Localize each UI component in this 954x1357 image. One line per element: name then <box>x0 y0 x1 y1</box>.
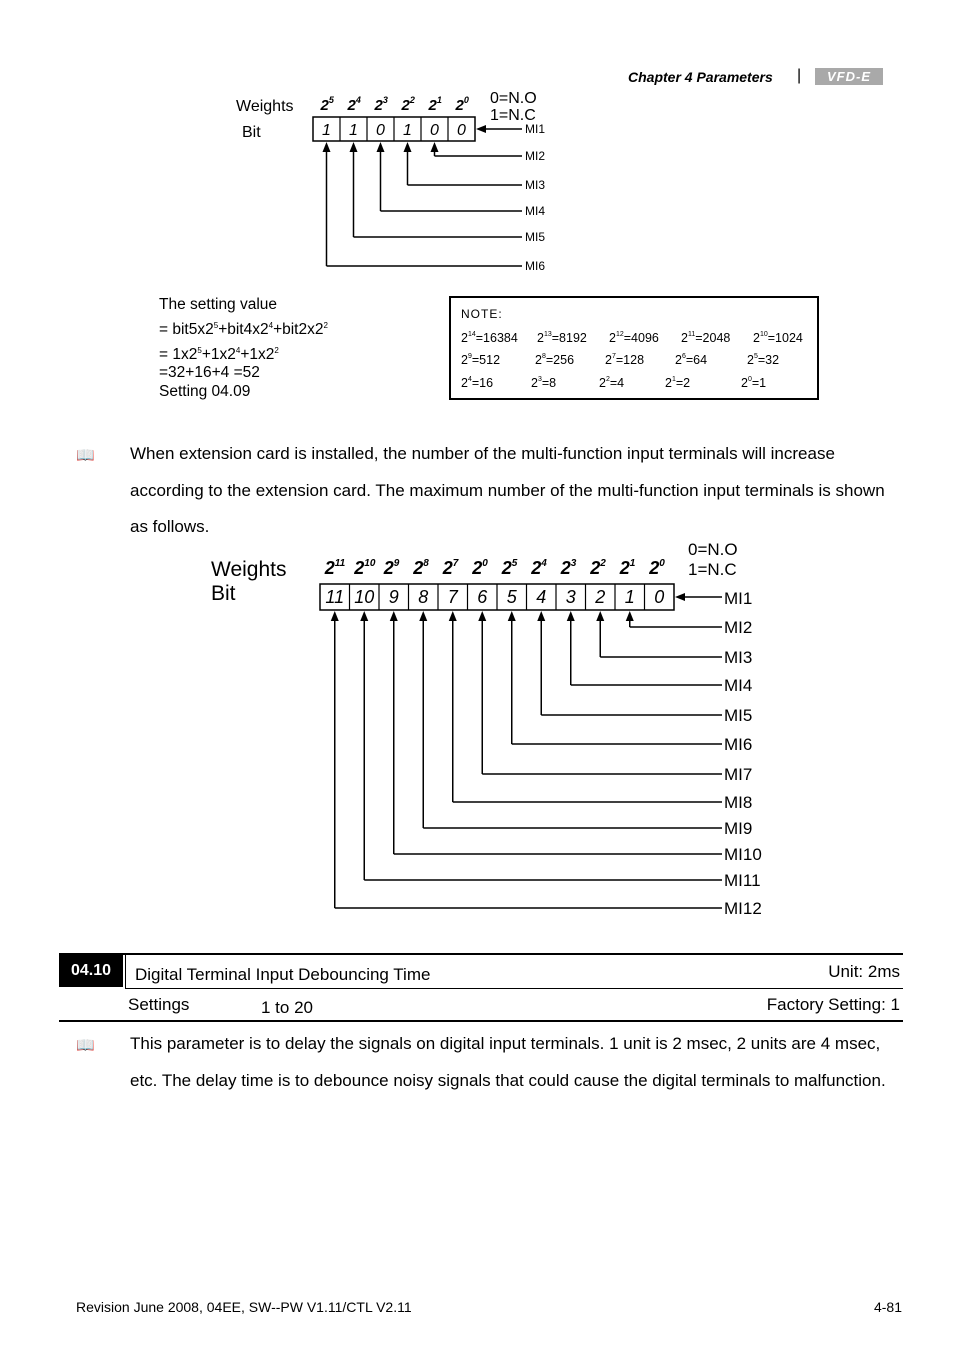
bit-value: 7 <box>447 587 458 607</box>
bit-value: 0 <box>457 122 466 139</box>
bit-value: 1 <box>322 122 331 139</box>
bit-value: 3 <box>565 587 576 607</box>
bit-value: 0 <box>430 122 439 139</box>
weight-label: $2^1$ <box>619 558 636 578</box>
note-power-entry: $2^8=256$ <box>535 353 575 367</box>
mi1-arrow <box>675 593 685 601</box>
note-power-entry: $2^3=8$ <box>531 376 557 390</box>
bit-value: 1 <box>624 587 635 607</box>
factory-setting: Factory Setting: 1 <box>766 995 900 1014</box>
extension-card-paragraph: When extension card is installed, the number of the multi-function input terminals will increase according to the extension card. The maximum number of the multi-function input terminals is shown as follows. <box>130 444 885 536</box>
bit-value: 1 <box>349 122 358 139</box>
input-arrow <box>350 142 358 152</box>
note-power-entry: $2^{14}=16384$ <box>461 331 518 345</box>
weight-label: $2^0$ <box>455 95 469 114</box>
weight-label: $2^1$ <box>428 95 442 114</box>
bit-value: 5 <box>506 587 517 607</box>
note-power-entry: $2^9=512$ <box>461 353 501 367</box>
input-label: MI7 <box>724 765 753 784</box>
legend-nc: 1=N.C <box>490 107 536 124</box>
legend-no: 0=N.O <box>688 540 738 559</box>
book-icon: 📖 <box>76 447 95 464</box>
note-power-entry: $2^1=2$ <box>665 376 691 390</box>
bit-value: 11 <box>325 587 345 607</box>
weight-label: $2^0$ <box>649 558 665 578</box>
page-number: 4-81 <box>873 1299 902 1315</box>
weight-label: $2^5$ <box>501 558 518 578</box>
note-power-entry: $2^4=16$ <box>461 376 494 390</box>
weight-label: $2^5$ <box>320 95 334 114</box>
input-label: MI4 <box>525 204 546 218</box>
input-label: MI11 <box>724 871 761 890</box>
input-arrow <box>390 611 398 621</box>
note-power-entry: $2^5=32$ <box>747 353 780 367</box>
note-power-entry: $2^7=128$ <box>605 353 645 367</box>
note-power-entry: $2^2=4$ <box>599 376 625 390</box>
input-label: MI6 <box>724 735 753 754</box>
input-arrow <box>431 142 439 152</box>
weight-label: $2^0$ <box>472 558 488 578</box>
note-power-entry: $2^{10}=1024$ <box>753 331 803 345</box>
setting-calculation <box>159 294 328 402</box>
bit-label: Bit <box>211 582 236 605</box>
note-title: NOTE: <box>461 307 503 321</box>
input-arrow <box>449 611 457 621</box>
weight-label: $2^{10}$ <box>354 558 376 578</box>
input-arrow <box>323 142 331 152</box>
input-arrow <box>331 611 339 621</box>
input-arrow <box>567 611 575 621</box>
calc-line-3: = $1x2^5+1x2^4+1x2^2$ <box>159 346 279 364</box>
bit-value: 0 <box>376 122 385 139</box>
weight-label: $2^2$ <box>590 558 606 578</box>
input-label: MI3 <box>525 178 546 192</box>
calc-line-5: Setting 04.09 <box>159 383 251 401</box>
input-arrow <box>508 611 516 621</box>
input-arrow <box>419 611 427 621</box>
calc-line-4: =32+16+4 =52 <box>159 364 260 382</box>
input-arrow <box>537 611 545 621</box>
input-label: MI5 <box>724 706 753 725</box>
note-box <box>449 296 819 400</box>
note-power-entry: $2^0=1$ <box>741 376 767 390</box>
param-unit: Unit: 2ms <box>828 962 900 981</box>
settings-label: Settings <box>128 995 190 1014</box>
input-arrow <box>377 142 385 152</box>
param-id-divider <box>125 955 126 989</box>
bit-value: 2 <box>595 587 606 607</box>
bit-value: 1 <box>403 122 412 139</box>
bit-weight-diagram-12 <box>0 530 954 930</box>
param-id-badge: 04.10 <box>59 955 123 987</box>
input-arrow <box>478 611 486 621</box>
param-top-rule <box>59 953 903 955</box>
input-label: MI3 <box>724 648 753 667</box>
bit-value: 9 <box>388 587 399 607</box>
bit-value: 6 <box>477 587 488 607</box>
weight-label: $2^3$ <box>560 558 577 578</box>
input-label: MI1 <box>724 589 753 608</box>
input-label: MI1 <box>525 122 546 136</box>
weight-label: $2^2$ <box>401 95 415 114</box>
legend-nc: 1=N.C <box>688 560 737 579</box>
vfd-logo: VFD-E <box>815 68 883 85</box>
weight-label: $2^{11}$ <box>324 558 346 578</box>
input-arrow <box>404 142 412 152</box>
book-icon: 📖 <box>76 1037 95 1054</box>
input-label: MI12 <box>724 899 762 918</box>
weight-label: $2^4$ <box>531 558 547 578</box>
chapter-title: Chapter 4 Parameters <box>628 69 773 85</box>
footer-revision: Revision June 2008, 04EE, SW--PW V1.11/CTL V2.11 <box>76 1299 412 1315</box>
input-label: MI4 <box>724 676 753 695</box>
mi1-arrow <box>476 125 486 133</box>
param-name: Digital Terminal Input Debouncing Time <box>135 965 431 984</box>
input-label: MI2 <box>724 618 753 637</box>
legend-no: 0=N.O <box>490 90 537 107</box>
param-mid-rule <box>125 988 903 989</box>
input-label: MI2 <box>525 149 546 163</box>
weight-label: $2^3$ <box>374 95 388 114</box>
bit-value: 8 <box>418 587 429 607</box>
input-label: MI10 <box>724 845 762 864</box>
weights-label: Weights <box>236 98 294 115</box>
calc-line-2: = $bit5x2^5+bit4x2^4+bit2x2^2$ <box>159 321 328 339</box>
debounce-paragraph: This parameter is to delay the signals on digital input terminals. 1 unit is 2 msec, 2 units are 4 msec, etc. The delay time is to debounce noisy signals that could cause the digital terminals to malfunction. <box>130 1034 886 1090</box>
bit-value: 4 <box>536 587 547 607</box>
input-label: MI5 <box>525 230 546 244</box>
calc-line-1: The setting value <box>159 296 278 313</box>
note-power-entry: $2^{12}=4096$ <box>609 331 659 345</box>
note-power-entry: $2^{13}=8192$ <box>537 331 587 345</box>
weight-label: $2^7$ <box>442 558 459 578</box>
input-arrow <box>596 611 604 621</box>
param-bottom-rule <box>59 1020 903 1022</box>
bit-value: 10 <box>354 587 375 607</box>
header-separator: | <box>797 67 802 84</box>
note-power-entry: $2^{11}=2048$ <box>681 331 731 345</box>
weight-label: $2^8$ <box>413 558 429 578</box>
weights-label: Weights <box>211 558 287 581</box>
bit-label: Bit <box>242 124 261 141</box>
input-arrow <box>626 611 634 621</box>
settings-value: 1 to 20 <box>261 998 313 1017</box>
weight-label: $2^4$ <box>347 95 361 114</box>
note-powers-table <box>451 298 817 398</box>
bit-value: 0 <box>654 587 665 607</box>
input-label: MI6 <box>525 259 546 273</box>
input-arrow <box>360 611 368 621</box>
input-label: MI8 <box>724 793 753 812</box>
input-label: MI9 <box>724 819 753 838</box>
weight-label: $2^9$ <box>383 558 400 578</box>
bit-weight-diagram-6 <box>0 0 954 290</box>
note-power-entry: $2^6=64$ <box>675 353 708 367</box>
